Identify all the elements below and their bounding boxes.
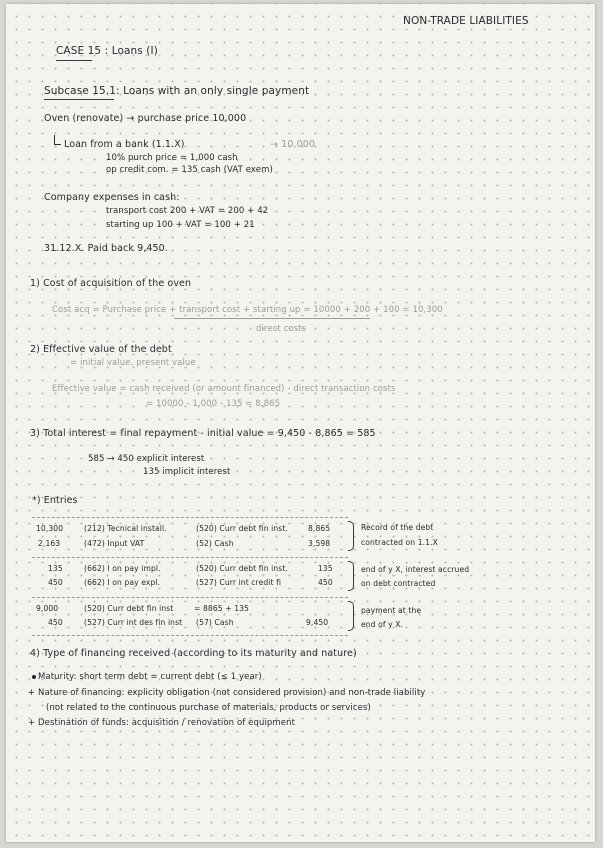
nature-bullet-continued: (not related to the continuous purchase of materials, products or services) [46, 703, 371, 713]
entry-group-3-bracket [348, 601, 354, 631]
loan-line: Loan from a bank (1.1.X) [64, 139, 185, 150]
entry-group-2-note-1: end of y X, interest accrued [361, 565, 470, 574]
expense-transport: transport cost 200 + VAT = 200 + 42 [106, 206, 269, 216]
subcase-underline [44, 99, 114, 100]
entry-1-1-amount: 10,300 [36, 524, 64, 533]
loan-detail-1: 10% purch price = 1,000 cash [106, 153, 238, 163]
loan-detail-2: op credit com. = 135 cash (VAT exem) [106, 165, 273, 175]
maturity-bullet: Maturity: short term debt = current debt (≤ 1 year) [38, 672, 262, 682]
direct-costs-underline [174, 318, 370, 319]
page-header-title: NON-TRADE LIABILITIES [403, 15, 529, 27]
entry-2-1-debit: (662) I on pay impl. [84, 564, 161, 573]
notebook-page [6, 4, 595, 842]
entry-1-1-credit: (520) Curr debt fin inst. [196, 524, 288, 533]
entry-1-1-debit: (212) Tecnical install. [84, 524, 167, 533]
section-3-title: 3) Total interest = final repayment - initial value = 9,450 - 8,865 = 585 [30, 428, 376, 439]
entry-2-1-amount: 135 [48, 564, 63, 573]
entry-group-2-bracket [348, 561, 354, 591]
entry-1-2-debit: (472) Input VAT [84, 539, 145, 548]
entry-group-1-note-1: Record of the debt [361, 523, 434, 532]
entry-2-1-credit: (520) Curr debt fin inst. [196, 564, 288, 573]
loan-hook-mark [54, 135, 61, 145]
expenses-title: Company expenses in cash: [44, 192, 180, 203]
effective-value-formula: Effective value = cash received (or amount financed) - direct transaction costs [52, 384, 396, 394]
paid-back-line: 31.12.X. Paid back 9,450. [44, 243, 168, 254]
expense-startup: starting up 100 + VAT = 100 + 21 [106, 220, 255, 230]
entry-3-2-credit-amount: 9,450 [306, 618, 329, 627]
entry-3-2-credit: (57) Cash [196, 618, 234, 627]
case-underline [56, 60, 92, 61]
effective-value-result: = 10000 - 1,000 - 135 = 8,865 [146, 399, 281, 409]
entry-group-1-note-2: contracted on 1.1.X [361, 538, 438, 547]
case-title: CASE 15 : Loans (I) [56, 45, 158, 57]
section-4-title: 4) Type of financing received (according to its maturity and nature) [30, 648, 357, 659]
interest-implicit: 135 implicit interest [143, 467, 231, 477]
oven-line: Oven (renovate) → purchase price 10,000 [44, 113, 247, 124]
entry-group-2-note-2: on debt contracted [361, 579, 436, 588]
interest-explicit: 585 → 450 explicit interest [88, 454, 205, 464]
entry-3-1-debit: (520) Curr debt fin inst [84, 604, 174, 613]
entry-1-2-credit-amount: 3,598 [308, 539, 331, 548]
entry-2-2-amount: 450 [48, 578, 63, 587]
entry-group-1-bracket [348, 521, 354, 551]
entry-2-2-debit: (662) I on pay expl. [84, 578, 161, 587]
entry-2-1-credit-amount: 135 [318, 564, 333, 573]
entry-2-2-credit: (527) Curr int credit fi [196, 578, 282, 587]
entries-title: *) Entries [32, 495, 78, 506]
nature-bullet: + Nature of financing: explicity obligation (not considered provision) and non-trade liability [28, 688, 426, 698]
section-1-title: 1) Cost of acquisition of the oven [30, 278, 192, 289]
direct-costs-note: direct costs [256, 324, 307, 334]
entry-3-2-debit: (527) Curr int des fin inst [84, 618, 183, 627]
entry-group-3-note-2: end of y X. [361, 620, 404, 629]
section-2-title: 2) Effective value of the debt [30, 344, 172, 355]
entry-1-1-credit-amount: 8,865 [308, 524, 331, 533]
entries-divider-2 [32, 557, 348, 558]
destination-bullet: + Destination of funds: acquisition / renovation of equipment [28, 718, 296, 728]
entry-1-2-credit: (52) Cash [196, 539, 234, 548]
effective-value-note: = initial value, present value [70, 358, 196, 368]
cost-acquisition-formula: Cost acq = Purchase price + transport cost + starting up = 10000 + 200 + 100 = 10,300 [52, 305, 443, 315]
entry-3-2-amount: 450 [48, 618, 63, 627]
entries-divider-4 [32, 635, 348, 636]
entry-1-2-amount: 2,163 [38, 539, 61, 548]
entries-divider-3 [32, 597, 348, 598]
entry-3-1-amount: 9,000 [36, 604, 59, 613]
bullet-dot [32, 675, 36, 679]
loan-amount: → 10,000 [270, 139, 316, 150]
entry-2-2-credit-amount: 450 [318, 578, 333, 587]
entry-group-3-note-1: payment at the [361, 606, 422, 615]
entry-3-1-credit: = 8865 + 135 [194, 604, 249, 613]
subcase-title: Subcase 15.1: Loans with an only single payment [44, 85, 310, 97]
entries-divider-1 [32, 517, 348, 518]
